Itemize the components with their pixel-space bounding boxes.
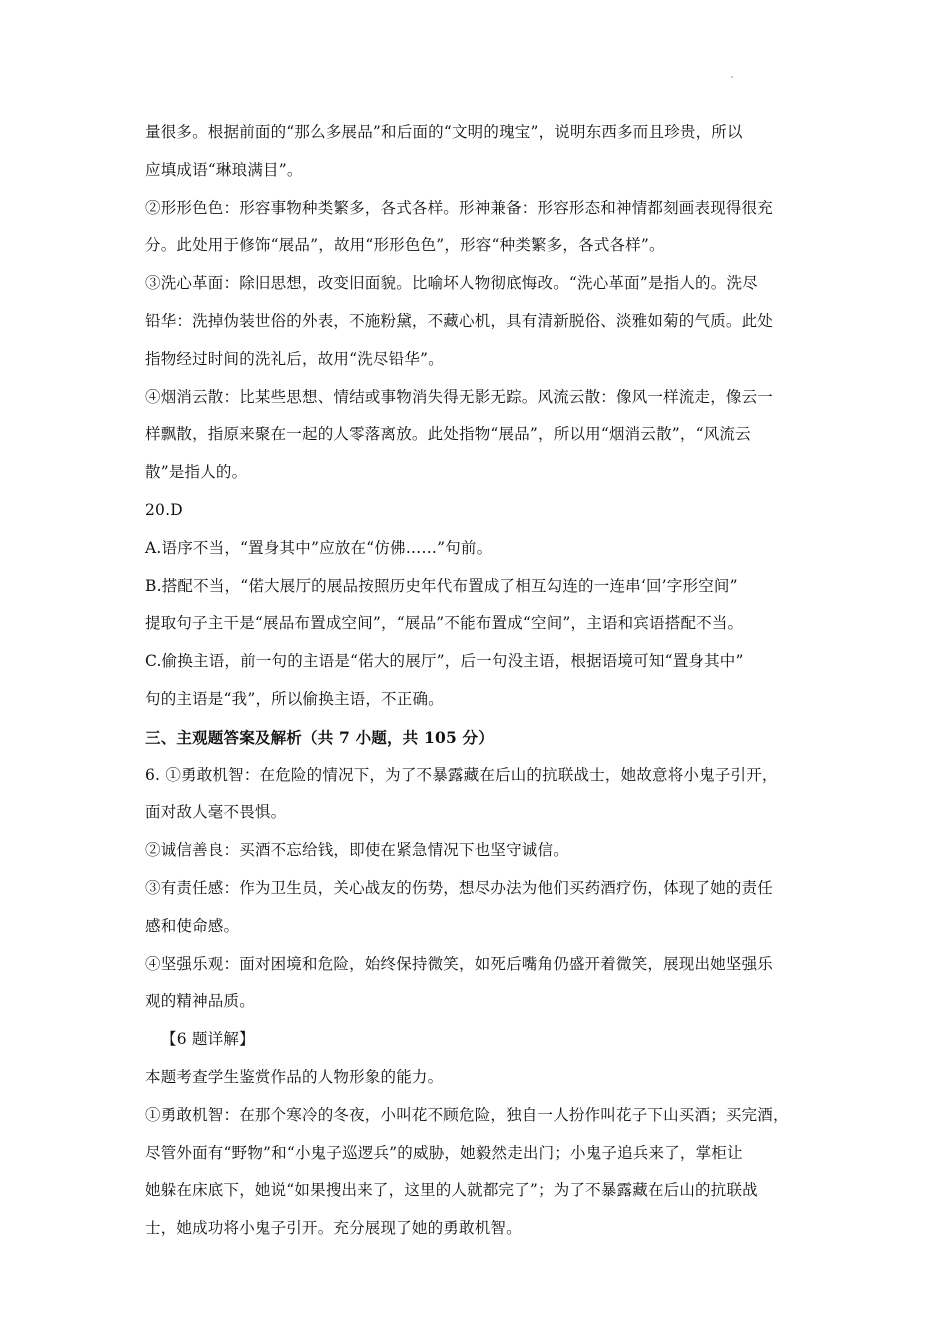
text-line: ②形形色色：形容事物种类繁多，各式各样。形神兼备：形容形态和神情都刻画表现得很充 <box>145 198 774 217</box>
text-line: 指物经过时间的洗礼后，故用“洗尽铅华”。 <box>145 349 444 368</box>
question-number: 20.D <box>145 500 183 519</box>
text-line: ②诚信善良：买酒不忘给钱，即使在紧急情况下也坚守诚信。 <box>145 841 569 860</box>
detail-heading: 【6 题详解】 <box>161 1030 255 1049</box>
text-line: 提取句子主干是“展品布置成空间”，“展品”不能布置成“空间”，主语和宾语搭配不当。 <box>145 614 744 633</box>
text-line: 应填成语“琳琅满目”。 <box>145 160 303 179</box>
section-heading: 三、主观题答案及解析（共 7 小题，共 105 分） <box>145 727 494 747</box>
text-line: 本题考查学生鉴赏作品的人物形象的能力。 <box>145 1067 444 1086</box>
text-line: 分。此处用于修饰“展品”，故用“形形色色”，形容“种类繁多，各式各样”。 <box>145 236 665 255</box>
page-mark <box>731 76 733 78</box>
text-line: 量很多。根据前面的“那么多展品”和后面的“文明的瑰宝”，说明东西多而且珍贵，所以 <box>145 123 743 141</box>
text-line: ③洗心革面：除旧思想，改变旧面貌。比喻坏人物彻底悔改。“洗心革面”是指人的。洗尽 <box>145 274 758 293</box>
text-line: 她躲在床底下，她说“如果搜出来了，这里的人就都完了”；为了不暴露藏在后山的抗联战 <box>145 1181 758 1200</box>
text-line: A.语序不当，“置身其中”应放在“仿佛……”句前。 <box>145 538 493 557</box>
text-line: 样飘散，指原来聚在一起的人零落离放。此处指物“展品”，所以用“烟消云散”，“风流云 <box>145 425 751 444</box>
text-line: 感和使命感。 <box>145 916 240 935</box>
text-line: ④烟消云散：比某些思想、情结或事物消失得无影无踪。风流云散：像风一样流走，像云一 <box>145 387 774 406</box>
document-body <box>145 114 815 1248</box>
text-line: ③有责任感：作为卫生员，关心战友的伤势，想尽办法为他们买药酒疗伤，体现了她的责任 <box>145 878 774 897</box>
text-line: C.偷换主语，前一句的主语是“偌大的展厅”，后一句没主语，根据语境可知“置身其中” <box>145 652 744 671</box>
text-line: ④坚强乐观：面对困境和危险，始终保持微笑，如死后嘴角仍盛开着微笑，展现出她坚强乐 <box>145 954 774 973</box>
text-line: ①勇敢机智：在那个寒冷的冬夜，小叫花不顾危险，独自一人扮作叫花子下山买酒；买完酒， <box>145 1105 789 1124</box>
text-line: 句的主语是“我”，所以偷换主语，不正确。 <box>145 689 444 708</box>
text-line: 士，她成功将小鬼子引开。充分展现了她的勇敢机智。 <box>145 1219 522 1238</box>
text-line: 观的精神品质。 <box>145 992 255 1011</box>
text-line: B.搭配不当，“偌大展厅的展品按照历史年代布置成了相互勾连的一连串‘回’字形空间” <box>145 576 738 595</box>
text-line: 6. ①勇敢机智：在危险的情况下，为了不暴露藏在后山的抗联战士，她故意将小鬼子引开， <box>145 765 778 784</box>
text-line: 散”是指人的。 <box>145 463 248 482</box>
text-line: 面对敌人毫不畏惧。 <box>145 803 287 822</box>
text-line: 铅华：洗掉伪装世俗的外表，不施粉黛，不藏心机，具有清新脱俗、淡雅如菊的气质。此处 <box>145 311 774 330</box>
text-line: 尽管外面有“野物”和“小鬼子巡逻兵”的威胁，她毅然走出门；小鬼子追兵来了，掌柜让 <box>145 1143 743 1162</box>
